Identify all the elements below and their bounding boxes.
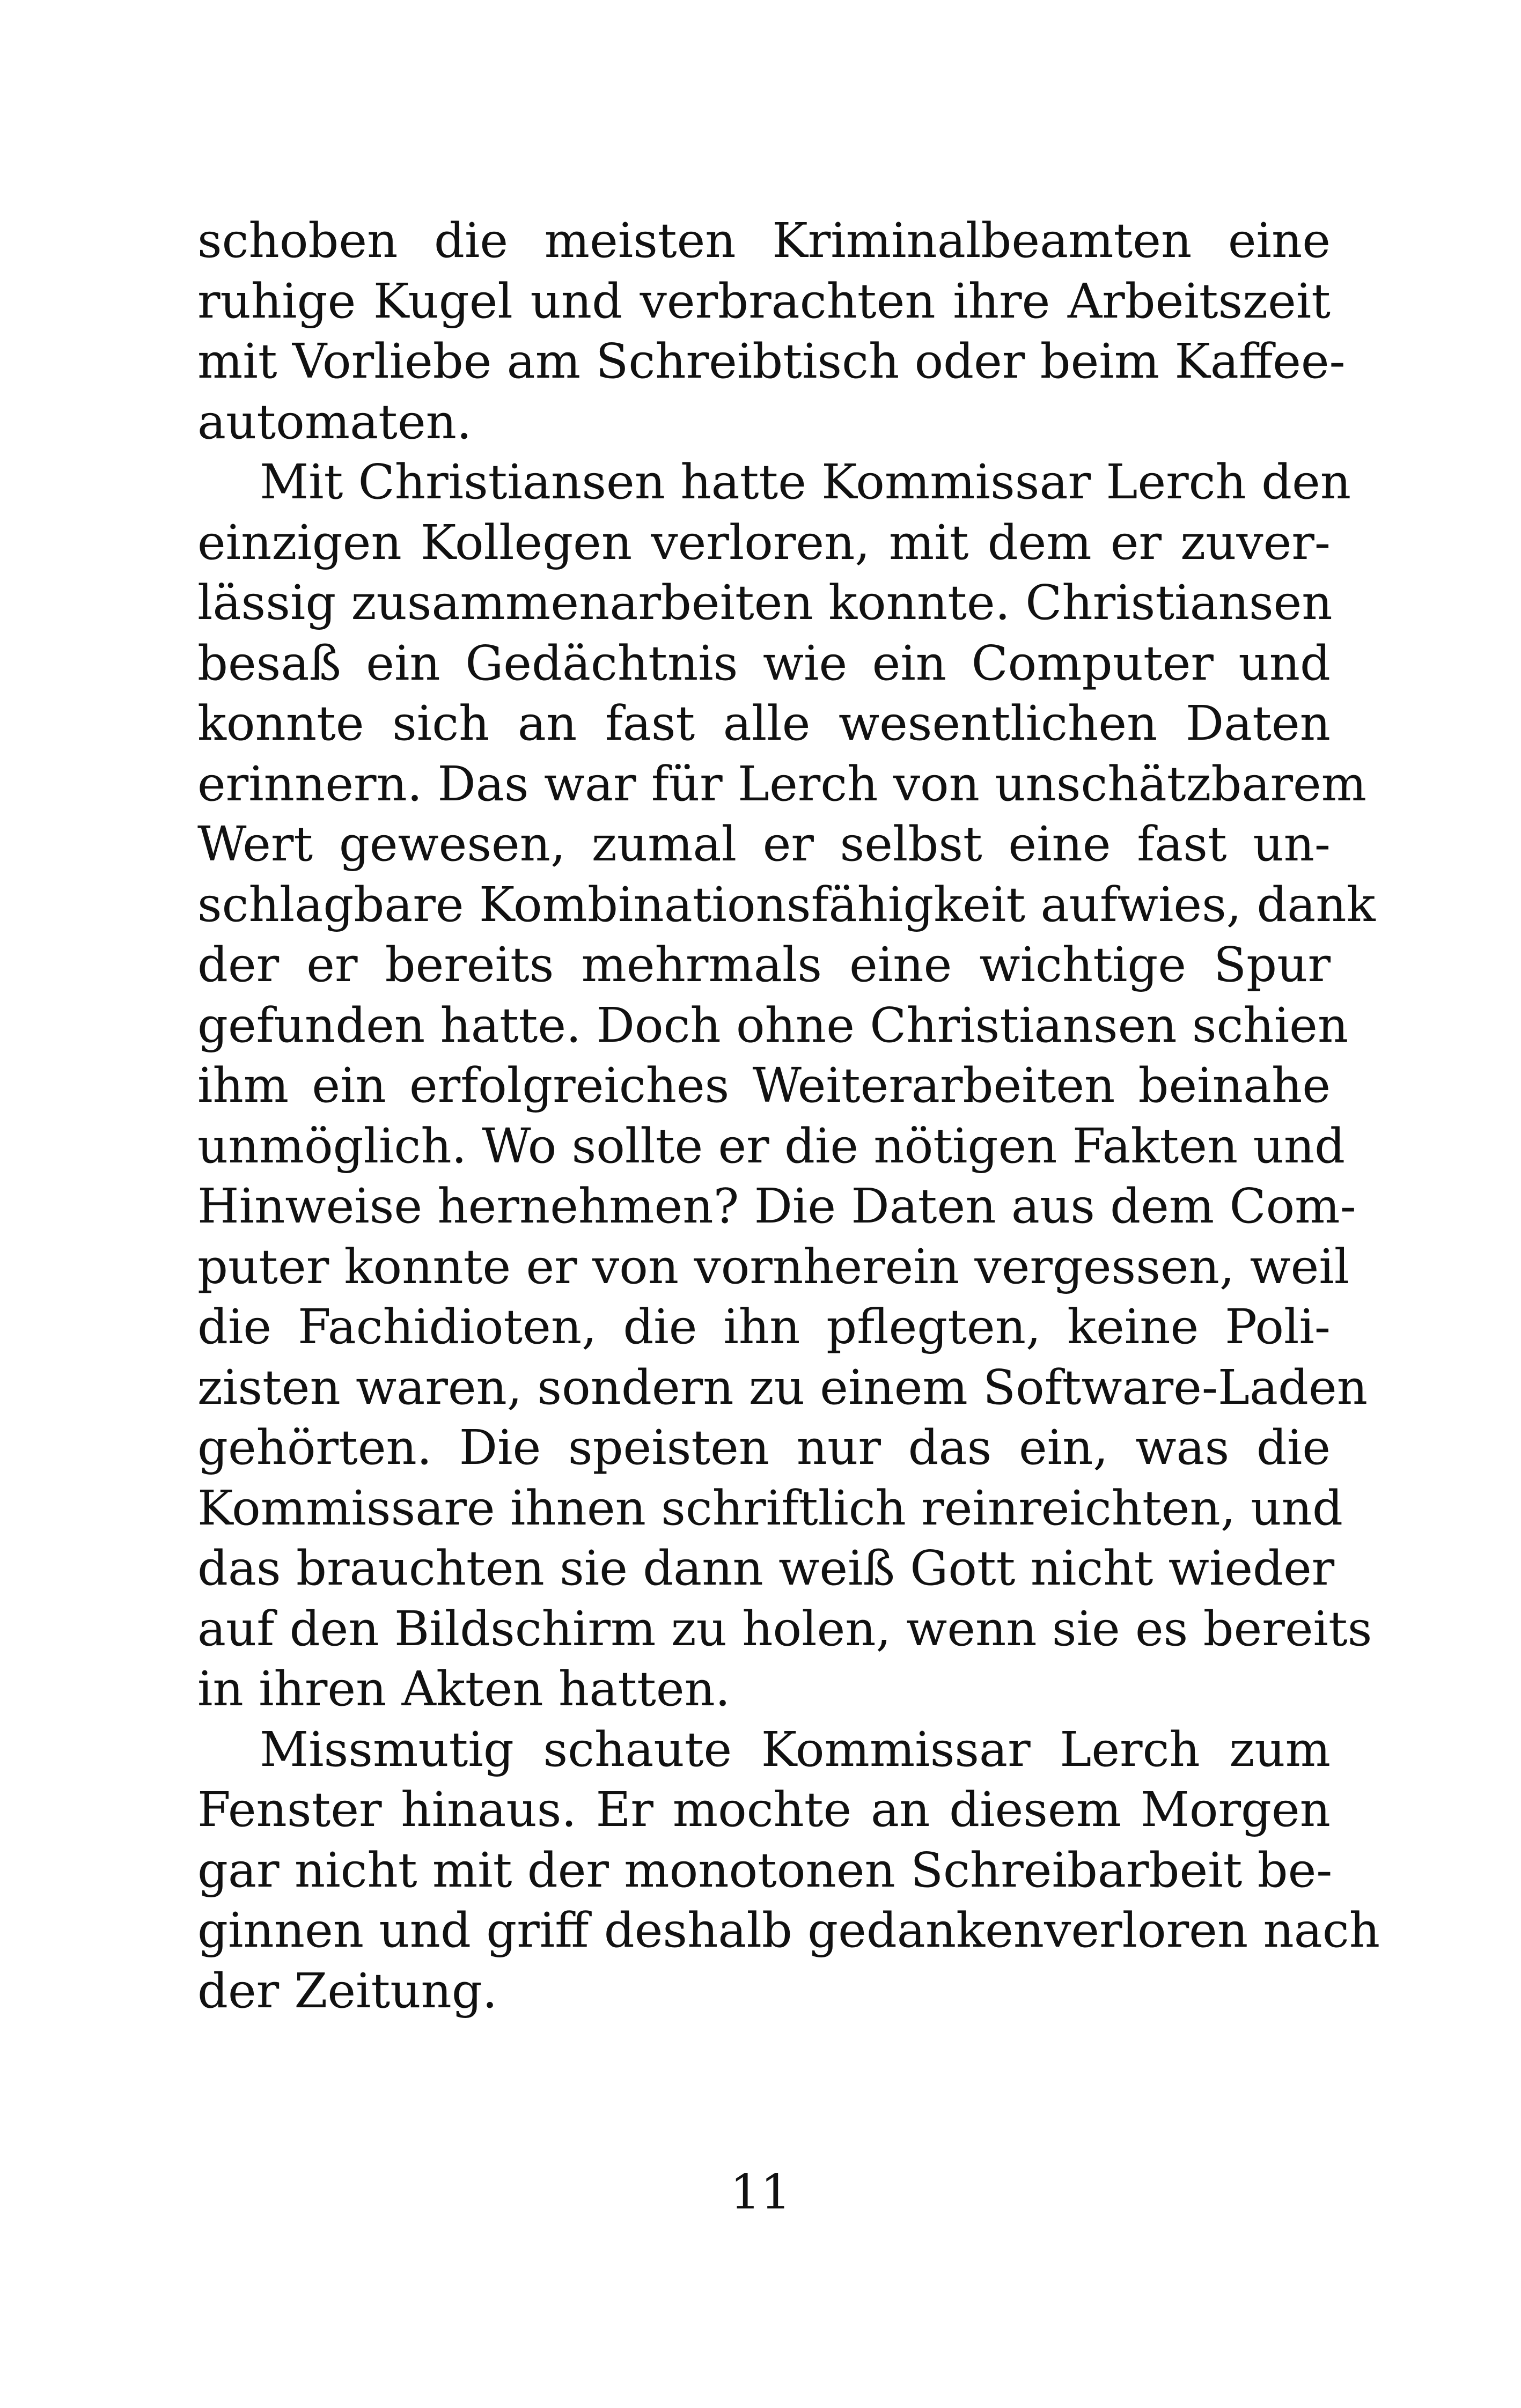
text-line: auf den Bildschirm zu holen, wenn sie es bereits [197,1600,1372,1656]
text-line: puter konnte er von vornherein vergessen, weil [197,1238,1350,1294]
text-line: die Fachidioten, die ihn pflegten, keine Poli- [197,1299,1331,1354]
text-line: zisten waren, sondern zu einem Software-Laden [197,1359,1368,1415]
body-text [197,210,1380,2021]
text-line: ruhige Kugel und verbrachten ihre Arbeitszeit [197,273,1331,329]
text-line: einzigen Kollegen verloren, mit dem er zuver- [197,514,1331,570]
text-line: ginnen und griff deshalb gedankenverloren nach [197,1902,1380,1958]
text-line: Wert gewesen, zumal er selbst eine fast un- [197,816,1331,872]
text-line: unmöglich. Wo sollte er die nötigen Fakten und [197,1117,1346,1174]
text-line: besaß ein Gedächtnis wie ein Computer und [197,635,1331,691]
text-line: in ihren Akten hatten. [197,1661,731,1717]
text-line: gefunden hatte. Doch ohne Christiansen schien [197,997,1349,1053]
text-line: Fenster hinaus. Er mochte an diesem Morgen [197,1781,1331,1837]
text-line: ihm ein erfolgreiches Weiterarbeiten beinahe [197,1057,1331,1113]
text-line: Hinweise hernehmen? Die Daten aus dem Com- [197,1178,1356,1234]
text-line: gar nicht mit der monotonen Schreibarbeit be- [197,1842,1333,1898]
text-line: erinnern. Das war für Lerch von unschätzbarem [197,755,1367,812]
text-line: der er bereits mehrmals eine wichtige Spur [197,937,1331,992]
text-line: Kommissare ihnen schriftlich reinreichten, und [197,1479,1343,1536]
page-number: 11 [730,2164,791,2220]
text-line: der Zeitung. [197,1962,498,2019]
text-line: gehörten. Die speisten nur das ein, was die [197,1419,1331,1475]
text-line: Mit Christiansen hatte Kommissar Lerch den [260,454,1351,510]
text-line: mit Vorliebe am Schreibtisch oder beim Kaffee- [197,333,1346,389]
text-line: lässig zusammenarbeiten konnte. Christiansen [197,575,1333,630]
text-line: schoben die meisten Kriminalbeamten eine [197,212,1331,268]
text-line: Missmutig schaute Kommissar Lerch zum [260,1721,1331,1777]
text-line: das brauchten sie dann weiß Gott nicht wieder [197,1540,1335,1596]
text-line: konnte sich an fast alle wesentlichen Daten [197,695,1331,751]
text-line: schlagbare Kombinationsfähigkeit aufwies, dank [197,876,1376,932]
text-line: automaten. [197,393,472,450]
